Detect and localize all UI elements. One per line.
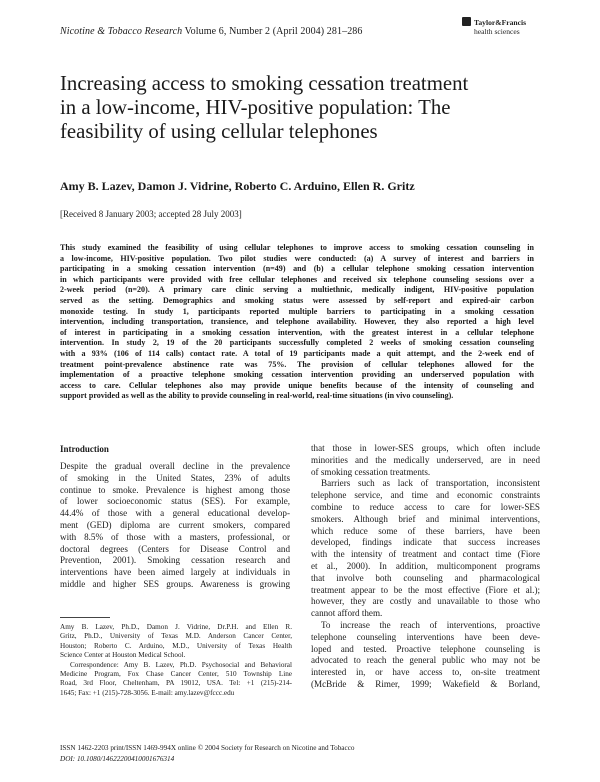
body-line: combine to reduce access to care for lower-SES (311, 501, 540, 512)
footnote-line: Gritz, Ph.D., University of Texas M.D. Anderson Cancer Center, (60, 632, 292, 641)
journal-issue: Volume 6, Number 2 (April 2004) 281–286 (184, 26, 363, 37)
body-line: of smoking in the United States, 23% of adults (60, 472, 290, 483)
body-line: treatment appear to be the most effective (Fiore et al.); (311, 584, 540, 595)
footnote-line: Correspondence: Amy B. Lazev, Ph.D. Psychosocial and Behavioral (70, 660, 292, 669)
abstract-line: with a 93% (106 of 114 calls) contact rate. A total of 19 participants made a quit attempt, and the 2-week end of (60, 348, 534, 358)
abstract-line: in which participants were provided with free cellular telephones and received six telephone counseling sessions over a (60, 274, 534, 284)
body-line: with 8.5% of those with a masters, professional, or (60, 531, 290, 542)
body-line: of smoking cessation treatments. (311, 466, 431, 477)
abstract-line: 2-week period (n=20). A primary care clinic serving a multiethnic, medically indigent, HIV-positive population (60, 285, 534, 295)
body-line: which reduce some of these barriers, have been (311, 525, 540, 536)
publisher-name: Taylor&Francis (474, 18, 527, 27)
journal-citation (60, 26, 363, 37)
body-line: ment (GED) diploma are current smokers, compared (60, 519, 290, 530)
abstract-line: of interest in participating in a smoking cessation intervention, with the greatest interest in a cellular telephone (60, 327, 534, 337)
abstract-line: implementation of a proactive telephone smoking cessation intervention providing an underserved population with (60, 370, 534, 380)
footnote-rule (60, 617, 110, 618)
body-line: cannot afford them. (311, 608, 383, 619)
body-line: (McBride & Rimer, 1999; Wakefield & Borland, (311, 678, 540, 689)
publisher-logo (462, 17, 562, 36)
body-line: To increase the reach of interventions, proactive (321, 619, 540, 630)
publisher-tagline: health sciences (474, 27, 520, 36)
body-line: of lower socioeconomic status (SES). For example, (60, 496, 290, 507)
body-column-right (311, 443, 540, 691)
author-list: Amy B. Lazev, Damon J. Vidrine, Roberto C. Arduino, Ellen R. Gritz (60, 179, 415, 193)
title-line: Increasing access to smoking cessation treatment (60, 72, 469, 95)
body-line: Despite the gradual overall decline in the prevalence (60, 461, 290, 471)
author-footnote (60, 623, 292, 698)
body-line: developed, findings indicate that success increases (311, 537, 540, 548)
footnote-line: Houston; Roberto C. Arduino, M.D., University of Texas Health (60, 641, 292, 650)
body-line: telephone service, and time and economic constraints (311, 490, 540, 501)
footnote-line: Road, 3rd Floor, Cheltenham, PA 19012, USA. Tel: +1 (215)-214- (60, 679, 292, 688)
body-line: telephone counseling interventions have been deve- (311, 631, 540, 642)
body-line: continue to smoke. Prevalence is highest among those (60, 484, 290, 495)
body-line: 44.4% of those with a general educational develop- (60, 508, 290, 519)
footnote-line: Medicine Program, Fox Chase Cancer Center, 510 Township Line (60, 670, 292, 679)
journal-name: Nicotine & Tobacco Research (60, 26, 183, 37)
footnote-line: Science Center at Houston Medical School. (60, 651, 186, 660)
doi-line: DOI: 10.1080/14622200410001676314 (60, 755, 175, 763)
body-line: however, they are costly and unavailable to those who (311, 596, 540, 607)
abstract-line: monoxide testing. In study 1, participants reported multiple barriers to participating in a smoking cessation (60, 306, 534, 316)
abstract-line: This study examined the feasibility of using cellular telephones to improve access to smoking cessation counseling in (60, 243, 534, 252)
section-heading-introduction: Introduction (60, 444, 109, 454)
received-dates: [Received 8 January 2003; accepted 28 July 2003] (60, 209, 242, 219)
abstract-line: a low-income, HIV-positive population. Two pilot studies were conducted: (a) A survey of interest and barriers in (60, 253, 534, 263)
body-line: advocated to reach the general public who may not be (311, 655, 540, 666)
body-line: that those in lower-SES groups, which often include (311, 443, 540, 453)
body-line: Prevention, 2001). Smoking cessation research and (60, 555, 290, 566)
article-title (60, 72, 540, 144)
body-column-left (60, 461, 290, 591)
footnote-line: 1645; Fax: +1 (215)-728-3056. E-mail: amy.lazev@fccc.edu (60, 688, 235, 697)
body-line: with the intensity of treatment and contact time (Fiore (311, 549, 540, 560)
body-line: Barriers such as lack of transportation, inconsistent (321, 478, 540, 489)
footnote-line: Amy B. Lazev, Ph.D., Damon J. Vidrine, Dr.P.H. and Ellen R. (60, 623, 292, 631)
abstract-line: support provided as well as the ability to provide counseling in real-world, real-time situations (in vivo counseling). (60, 391, 454, 401)
body-line: et al., 2000). In addition, multicomponent programs (311, 560, 540, 571)
issn-line: ISSN 1462-2203 print/ISSN 1469-994X online © 2004 Society for Research on Nicotine and Tobacco (60, 744, 355, 752)
body-line: interested in, or have access to, on-site treatment (311, 667, 540, 678)
abstract (60, 243, 534, 402)
body-line: that involve both counseling and pharmacological (311, 572, 540, 583)
body-line: doctoral degrees (Centers for Disease Control and (60, 543, 290, 554)
abstract-line: participating in a smoking cessation intervention (n=49) and (b) a cellular telephone smoking cessation intervention (60, 264, 534, 274)
body-line: middle and higher SES groups. Awareness is growing (60, 578, 290, 589)
abstract-line: access to care. Cellular telephones also may provide unique benefits because of the intensity of counseling and (60, 380, 534, 390)
body-line: smokers. Although brief and minimal interventions, (311, 513, 540, 524)
abstract-line: intervention. In study 2, 19 of the 20 participants successfully completed 2 weeks of smoking cessation counseling (60, 338, 534, 348)
title-line: feasibility of using cellular telephones (60, 120, 378, 143)
publisher-mark-icon (462, 17, 471, 26)
body-line: interventions have been aimed largely at individuals in (60, 567, 290, 578)
body-line: minorities and the medically underserved, are in need (311, 454, 540, 465)
abstract-line: treatment point-prevalence abstinence rate was 75%. The provision of cellular telephones allowed for the (60, 359, 534, 369)
title-line: in a low-income, HIV-positive population: The (60, 96, 451, 119)
abstract-line: intervention, including transportation, transience, and telephone availability. However, they also reported a high level (60, 317, 534, 327)
abstract-line: served as the setting. Demographics and smoking status were assessed by self-report and expired-air carbon (60, 295, 534, 305)
body-line: loped and tested. Proactive telephone counseling is (311, 643, 540, 654)
